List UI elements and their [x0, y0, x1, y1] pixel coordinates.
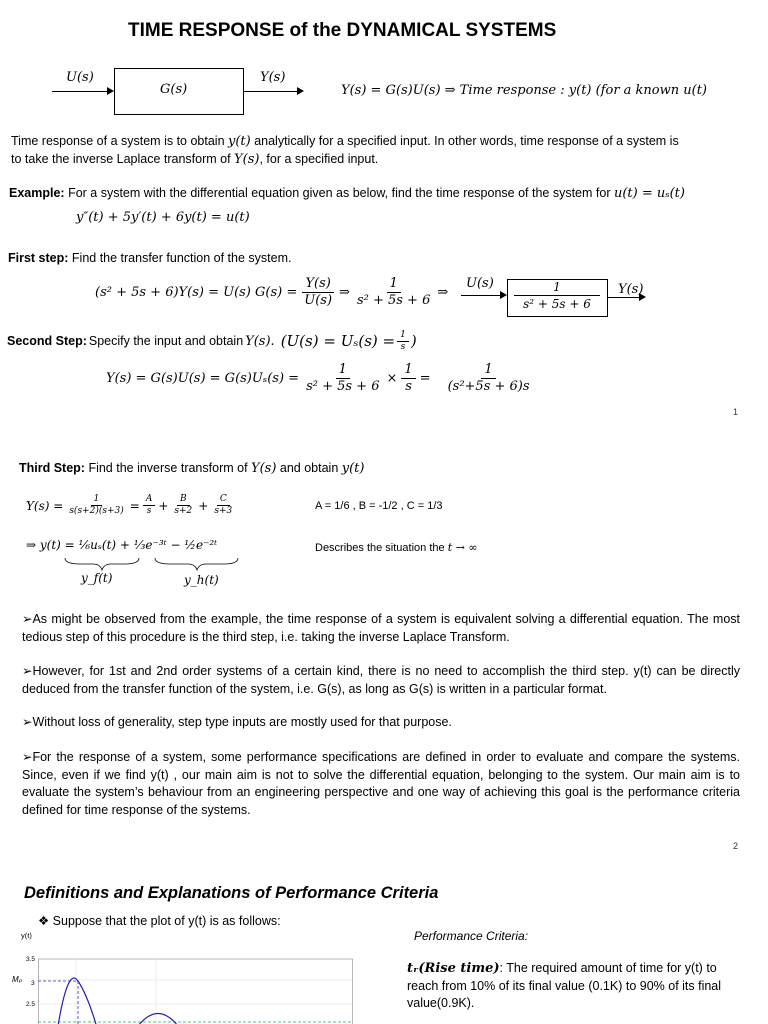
fraction-denominator: s² + 5s + 6 — [356, 293, 431, 308]
step1-text: Find the transfer function of the system. — [68, 251, 292, 265]
rise-time-label: tᵣ(Rise time) — [407, 961, 500, 976]
fraction-denominator: s(s+2)(s+3) — [69, 506, 124, 516]
step1-line — [8, 250, 291, 268]
section-heading: Definitions and Explanations of Performance Criteria — [24, 884, 439, 902]
page-title: TIME RESPONSE of the DYNAMICAL SYSTEMS — [128, 20, 557, 41]
step3-text: and obtain — [276, 461, 342, 475]
step1-equation — [95, 276, 448, 309]
response-plot — [38, 956, 354, 1024]
pf-fraction-a — [143, 494, 156, 517]
pf-fraction-c — [211, 494, 235, 517]
bullet-paragraph-3: ➢Without loss of generality, step type inputs are mostly used for that purpose. — [22, 715, 452, 729]
intro-line-2 — [11, 151, 751, 169]
suppose-line: ❖ Suppose that the plot of y(t) is as follows: — [38, 914, 281, 928]
step2-input-def: (U(s) = Uₛ(s) = — [280, 331, 396, 350]
fraction-denominator: s² + 5s + 6 — [306, 379, 380, 394]
step2-text: Specify the input and obtain — [88, 333, 244, 348]
homogeneous-response-label: y_h(t) — [184, 573, 219, 587]
fraction-numerator: Y(s) — [302, 276, 333, 293]
plus-symbol: + — [198, 498, 209, 513]
describes-math: t → ∞ — [447, 541, 478, 554]
diagram1-output-label: Y(s) — [260, 70, 286, 85]
differential-equation: y″(t) + 5y′(t) + 6y(t) = u(t) — [76, 210, 250, 225]
intro-math: Y(s) — [234, 152, 260, 167]
fraction-numerator: 1 — [481, 362, 495, 379]
underbraces — [60, 556, 240, 572]
fraction-numerator: 1 — [91, 494, 103, 506]
step2-fraction-tf — [303, 362, 382, 395]
rise-time-text: : The required amount of time for y(t) to reach from 10% of its final value (0.1K) to 90% of its final value(0.9K). — [407, 961, 722, 1010]
arrowhead-icon — [107, 87, 114, 95]
plot-tick-25: 2.5 — [26, 1001, 36, 1008]
times-symbol: × — [386, 371, 398, 386]
pf-lhs: Y(s) = — [26, 498, 64, 513]
step2-label: Second Step: — [7, 333, 87, 348]
step2-fraction-result — [445, 362, 533, 395]
describes-text: Describes the situation the — [315, 542, 448, 554]
fraction-numerator: A — [143, 494, 156, 506]
fraction-denominator: s² + 5s + 6 — [523, 297, 591, 311]
bullet-paragraph-1: ➢As might be observed from the example, the time response of a system is equivalent solving a differential equation. The most tedious step of this procedure is the third step, i.e. taking the inverse Laplace Transform. — [22, 612, 740, 644]
pf-fraction-b — [171, 494, 195, 517]
implies-symbol: ⇒ — [339, 285, 350, 300]
page-number-2: 2 — [733, 841, 739, 851]
step2-math: Y(s). — [245, 333, 275, 349]
fraction-denominator: s+2 — [174, 506, 193, 516]
step2-eq-text: Y(s) = G(s)U(s) = G(s)Uₛ(s) = — [106, 371, 300, 386]
intro-line-1 — [11, 133, 751, 151]
step3-text: Find the inverse transform of — [84, 461, 252, 475]
plot-mp-label: Mₚ — [12, 975, 23, 984]
close-paren: ) — [410, 331, 417, 350]
arrowhead-icon — [639, 293, 646, 301]
example-label: Example: — [9, 186, 65, 200]
fraction-numerator: C — [217, 494, 230, 506]
step2-line — [7, 330, 417, 353]
fraction-numerator: B — [177, 494, 190, 506]
step2-equation — [106, 362, 533, 395]
equals-symbol: = — [129, 498, 140, 513]
diagram2-output-arrow — [607, 297, 641, 298]
step3-math: Y(s) — [251, 461, 277, 476]
example-line — [9, 185, 764, 203]
intro-text: Time response of a system is to obtain — [11, 134, 228, 148]
implies-symbol: ⇒ — [437, 285, 449, 300]
fraction-denominator: (s²+5s + 6)s — [447, 379, 530, 394]
bullet-paragraph-4: ➢For the response of a system, some performance specifications are defined in order to evaluate and compare the systems. Since, even if we find y(t) , our main aim is not to solve the differential equation, belonging to the system. Our main aim is to evaluate the system’s behaviour from an engineering perspective and one way of achieving this goal is the performance criteria defined for time response of the systems. — [22, 750, 740, 817]
fraction-numerator: 1 — [401, 362, 415, 379]
intro-math: y(t) — [228, 134, 251, 149]
fraction-denominator: s — [146, 506, 152, 516]
time-response-equation: Y(s) = G(s)U(s) ⇒ Time response : y(t) (for a known u(t) — [341, 83, 708, 98]
step1-fraction-yu — [301, 276, 335, 309]
diagram2-input-label: U(s) — [466, 276, 494, 291]
diagram1-input-label: U(s) — [66, 70, 94, 85]
step3-label: Third Step: — [19, 461, 85, 475]
partial-fraction-equation — [26, 494, 235, 517]
arrowhead-icon — [500, 291, 507, 299]
fraction-numerator: 1 — [387, 276, 401, 293]
intro-text: , for a specified input. — [259, 152, 379, 166]
fraction-numerator: 1 — [514, 279, 600, 296]
step1-eq-text: (s² + 5s + 6)Y(s) = U(s) G(s) = — [95, 285, 298, 300]
intro-text: to take the inverse Laplace transform of — [11, 152, 235, 166]
performance-criteria-title: Performance Criteria: — [414, 929, 529, 943]
example-math: u(t) = uₛ(t) — [613, 186, 685, 201]
equals-symbol: = — [419, 371, 431, 386]
step3-math: y(t) — [341, 461, 365, 476]
fraction-denominator: U(s) — [304, 293, 333, 308]
step3-line — [19, 460, 364, 478]
plot-tick-3: 3 — [31, 980, 35, 987]
fraction-denominator: s — [405, 379, 412, 394]
fraction-numerator: 1 — [397, 330, 409, 342]
example-text: For a system with the differential equation given as below, find the time response of the system for — [64, 186, 614, 200]
diagram2-input-arrow — [461, 295, 503, 296]
arrowhead-icon — [297, 87, 304, 95]
describes-line — [315, 541, 477, 554]
diagram1-output-arrow — [243, 91, 299, 92]
pf-fraction-main — [66, 494, 126, 517]
fraction-numerator: 1 — [336, 362, 350, 379]
rise-time-definition — [407, 960, 739, 1013]
plot-y-label: y(t) — [21, 931, 32, 940]
diagram2-block-fraction — [514, 279, 600, 313]
diagram1-block-label: G(s) — [160, 82, 188, 97]
step2-fraction-1s — [397, 330, 409, 353]
coefficients: A = 1/6 , B = -1/2 , C = 1/3 — [315, 500, 443, 512]
step2-fraction-1s-b — [401, 362, 415, 395]
fraction-denominator: s — [400, 342, 406, 352]
page-number-1: 1 — [733, 407, 739, 417]
bullet-paragraph-2: ➢However, for 1st and 2nd order systems of a certain kind, there is no need to accomplish the third step. y(t) can be directly deduced from the transfer function of the system, i.e. G(s), as long as G(s) is written in a particular format. — [22, 664, 740, 696]
step1-fraction-tf — [354, 276, 433, 309]
diagram1-input-arrow — [52, 91, 110, 92]
plot-tick-35: 3.5 — [26, 956, 36, 963]
plus-symbol: + — [158, 498, 169, 513]
step1-label: First step: — [8, 251, 69, 265]
intro-text: analytically for a specified input. In other words, time response of a system is — [250, 134, 679, 148]
yt-equation: ⇒ y(t) = ⅙uₛ(t) + ⅓e⁻³ᵗ − ½e⁻²ᵗ — [26, 538, 218, 552]
fraction-denominator: s+3 — [214, 506, 233, 516]
diagram2-output-label: Y(s) — [618, 282, 644, 297]
forced-response-label: y_f(t) — [81, 571, 113, 585]
